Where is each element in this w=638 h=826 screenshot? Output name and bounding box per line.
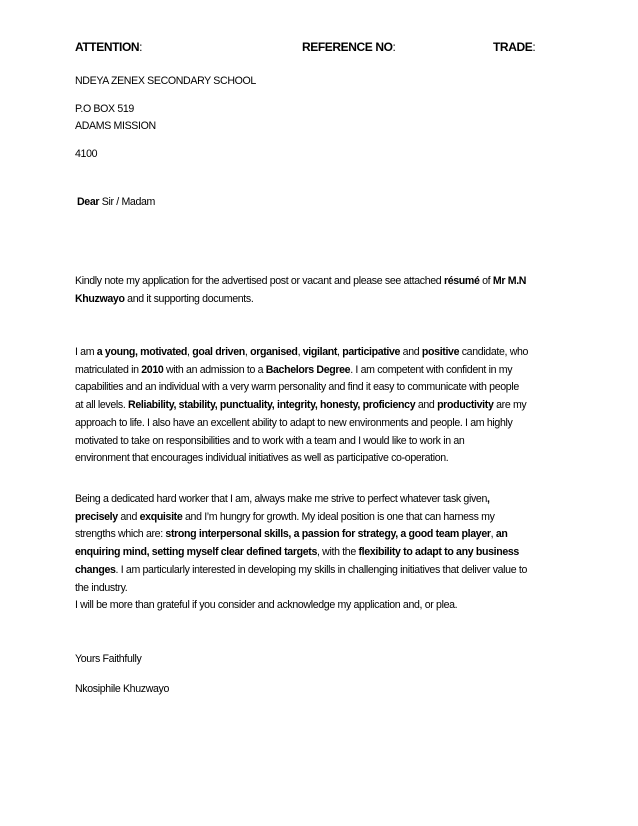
attention-colon: : (139, 40, 143, 54)
trade-label: TRADE (493, 40, 533, 54)
trade-field (493, 40, 535, 54)
attention-label: ATTENTION (75, 40, 140, 54)
paragraph-line: Being a dedicated hard worker that I am, always make me strive to perfect whatever task given, (75, 493, 490, 505)
paragraph-gratitude: I will be more than grateful if you consider and acknowledge my application and, or plea. (75, 599, 458, 611)
paragraph-line: precisely and exquisite and I’m hungry for growth. My ideal position is one that can harness my (75, 510, 495, 523)
paragraph-line: enquiring mind, setting myself clear defined targets, with the flexibility to adapt to any business (75, 546, 519, 559)
address-school: NDEYA ZENEX SECONDARY SCHOOL (75, 75, 256, 87)
paragraph-line: strengths which are: strong interpersonal skills, a passion for strategy, a good team player, an (75, 528, 508, 541)
reference-no-field (302, 40, 395, 54)
paragraph-line: environment that encourages individual initiatives as well as participative co-operation. (75, 452, 449, 465)
paragraph-line: Khuzwayo and it supporting documents. (75, 292, 254, 305)
closing-text: Yours Faithfully (75, 653, 142, 665)
paragraph-line: motivated to take on responsibilities and to work with a team and I would like to work in an (75, 434, 465, 447)
salutation-rest: Sir / Madam (99, 196, 156, 208)
paragraph-line: changes. I am particularly interested in developing my skills in challenging initiatives that deliver value to (75, 563, 527, 576)
address-area: ADAMS MISSION (75, 120, 156, 132)
paragraph-line: matriculated in 2010 with an admission to a Bachelors Degree. I am competent with confident in my (75, 363, 513, 376)
signature-name: Nkosiphile Khuzwayo (75, 683, 170, 695)
paragraph-line: I am a young, motivated, goal driven, organised, vigilant, participative and positive candidate, who (75, 346, 529, 358)
reference-no-colon: : (392, 40, 396, 54)
paragraph-line: at all levels. Reliability, stability, punctuality, integrity, honesty, proficiency and productivity are my (75, 399, 527, 412)
paragraph-line: the industry. (75, 581, 128, 594)
attention-field (75, 40, 142, 54)
paragraph-strengths (75, 491, 565, 597)
reference-no-label: REFERENCE NO (302, 40, 393, 54)
salutation-dear: Dear (77, 196, 100, 208)
paragraph-line: approach to life. I also have an excellent ability to adapt to new environments and people. I am highly (75, 416, 513, 429)
paragraph-about (75, 344, 565, 468)
paragraph-intro (75, 273, 565, 308)
address-box: P.O BOX 519 (75, 103, 134, 115)
address-code: 4100 (75, 148, 98, 160)
paragraph-line: Kindly note my application for the advertised post or vacant and please see attached résumé of Mr M.N (75, 275, 527, 287)
trade-colon: : (532, 40, 536, 54)
salutation (77, 196, 155, 208)
paragraph-line: capabilities and an individual with a very warm personality and find it easy to communicate with people (75, 381, 519, 394)
